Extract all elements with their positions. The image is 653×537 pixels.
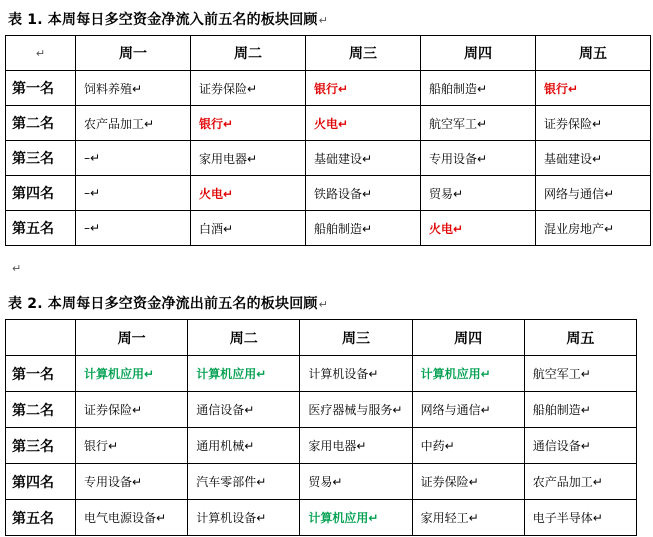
corner-cell: ↵ <box>6 36 76 71</box>
sector-cell: –↵ <box>76 211 191 246</box>
sector-cell: 汽车零部件↵ <box>188 464 300 500</box>
day-header: 周四 <box>421 36 536 71</box>
rank-label: 第五名 <box>6 211 76 246</box>
table-row <box>6 176 651 211</box>
rank-label: 第二名 <box>6 106 76 141</box>
table-row <box>6 428 637 464</box>
day-header: 周一 <box>76 36 191 71</box>
sector-cell: 计算机应用↵ <box>300 500 412 536</box>
sector-cell: 船舶制造↵ <box>524 392 636 428</box>
sector-cell: 贸易↵ <box>421 176 536 211</box>
rank-label: 第四名 <box>6 176 76 211</box>
sector-cell: 火电↵ <box>421 211 536 246</box>
sector-cell: 专用设备↵ <box>421 141 536 176</box>
sector-cell: 通信设备↵ <box>188 392 300 428</box>
table-row <box>6 71 651 106</box>
sector-cell: 专用设备↵ <box>76 464 188 500</box>
sector-cell: 计算机应用↵ <box>188 356 300 392</box>
sector-cell: 银行↵ <box>191 106 306 141</box>
sector-cell: 基础建设↵ <box>306 141 421 176</box>
sector-cell: 家用电器↵ <box>300 428 412 464</box>
header-row <box>6 36 651 71</box>
paragraph-mark: ↵ <box>318 14 329 27</box>
sector-cell: 农产品加工↵ <box>76 106 191 141</box>
blank-paragraph: ↵ <box>12 262 22 275</box>
sector-cell: 银行↵ <box>306 71 421 106</box>
inflow-table <box>5 35 651 246</box>
day-header: 周五 <box>536 36 651 71</box>
outflow-table <box>5 319 637 536</box>
sector-cell: 航空军工↵ <box>421 106 536 141</box>
sector-cell: 船舶制造↵ <box>306 211 421 246</box>
sector-cell: 计算机设备↵ <box>300 356 412 392</box>
table2-caption <box>8 293 328 313</box>
sector-cell: 火电↵ <box>306 106 421 141</box>
sector-cell: 电气电源设备↵ <box>76 500 188 536</box>
sector-cell: 火电↵ <box>191 176 306 211</box>
header-row <box>6 320 637 356</box>
table1-caption <box>8 9 328 29</box>
table-row <box>6 500 637 536</box>
sector-cell: 计算机应用↵ <box>412 356 524 392</box>
sector-cell: 基础建设↵ <box>536 141 651 176</box>
rank-label: 第三名 <box>6 428 76 464</box>
table-row <box>6 211 651 246</box>
sector-cell: 电子半导体↵ <box>524 500 636 536</box>
table-row <box>6 464 637 500</box>
sector-cell: 计算机设备↵ <box>188 500 300 536</box>
table-row <box>6 106 651 141</box>
table-row <box>6 141 651 176</box>
rank-label: 第二名 <box>6 392 76 428</box>
day-header: 周三 <box>300 320 412 356</box>
day-header: 周五 <box>524 320 636 356</box>
sector-cell: 医疗器械与服务↵ <box>300 392 412 428</box>
rank-label: 第一名 <box>6 356 76 392</box>
sector-cell: 中药↵ <box>412 428 524 464</box>
sector-cell: 银行↵ <box>536 71 651 106</box>
sector-cell: 通用机械↵ <box>188 428 300 464</box>
day-header: 周一 <box>76 320 188 356</box>
corner-cell <box>6 320 76 356</box>
sector-cell: 混业房地产↵ <box>536 211 651 246</box>
sector-cell: 农产品加工↵ <box>524 464 636 500</box>
sector-cell: –↵ <box>76 141 191 176</box>
table1-caption-text: 表 1. 本周每日多空资金净流入前五名的板块回顾 <box>8 12 318 28</box>
sector-cell: 家用轻工↵ <box>412 500 524 536</box>
table2-caption-text: 表 2. 本周每日多空资金净流出前五名的板块回顾 <box>8 296 318 312</box>
sector-cell: 证券保险↵ <box>536 106 651 141</box>
rank-label: 第四名 <box>6 464 76 500</box>
table-row <box>6 356 637 392</box>
sector-cell: –↵ <box>76 176 191 211</box>
sector-cell: 家用电器↵ <box>191 141 306 176</box>
sector-cell: 银行↵ <box>76 428 188 464</box>
rank-label: 第一名 <box>6 71 76 106</box>
sector-cell: 饲料养殖↵ <box>76 71 191 106</box>
sector-cell: 船舶制造↵ <box>421 71 536 106</box>
sector-cell: 白酒↵ <box>191 211 306 246</box>
sector-cell: 证券保险↵ <box>191 71 306 106</box>
sector-cell: 网络与通信↵ <box>536 176 651 211</box>
sector-cell: 证券保险↵ <box>412 464 524 500</box>
day-header: 周三 <box>306 36 421 71</box>
sector-cell: 通信设备↵ <box>524 428 636 464</box>
sector-cell: 铁路设备↵ <box>306 176 421 211</box>
day-header: 周二 <box>191 36 306 71</box>
rank-label: 第三名 <box>6 141 76 176</box>
sector-cell: 航空军工↵ <box>524 356 636 392</box>
sector-cell: 网络与通信↵ <box>412 392 524 428</box>
table-row <box>6 392 637 428</box>
day-header: 周二 <box>188 320 300 356</box>
rank-label: 第五名 <box>6 500 76 536</box>
sector-cell: 贸易↵ <box>300 464 412 500</box>
sector-cell: 证券保险↵ <box>76 392 188 428</box>
day-header: 周四 <box>412 320 524 356</box>
paragraph-mark: ↵ <box>318 298 329 311</box>
sector-cell: 计算机应用↵ <box>76 356 188 392</box>
